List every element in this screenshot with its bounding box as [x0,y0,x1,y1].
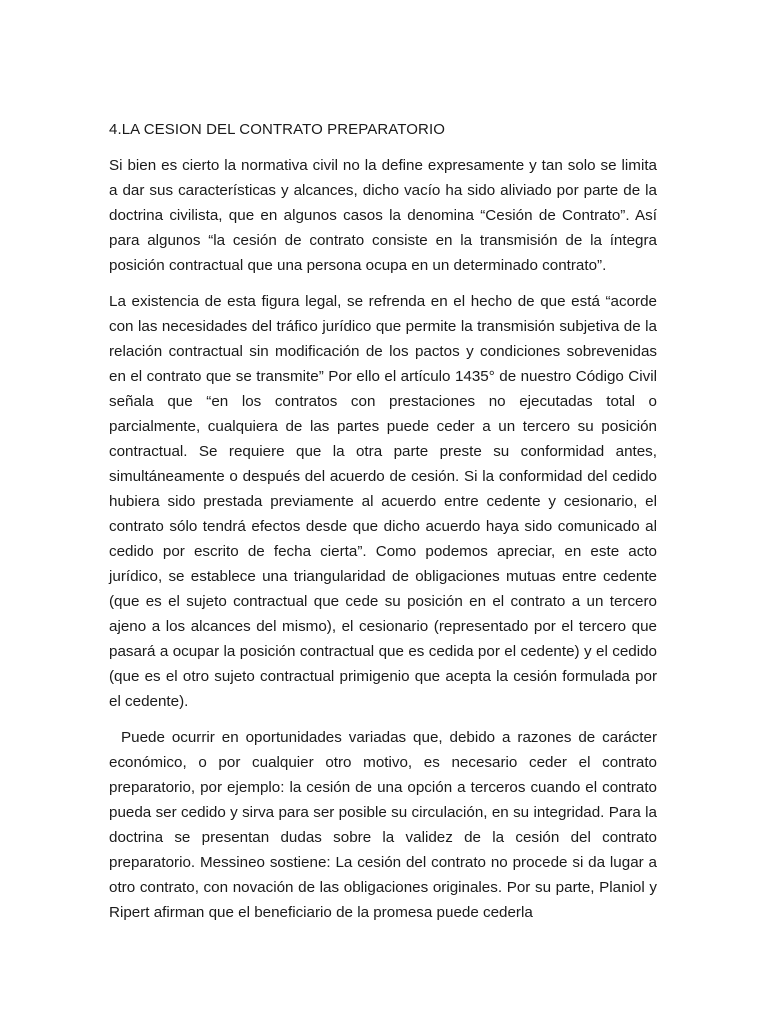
paragraph-2: La existencia de esta figura legal, se refrenda en el hecho de que está “acorde con las necesidades del tráfico jurídico que permite la transmisión subjetiva de la relación contractual sin modificación de los pactos y condiciones sobrevenidas en el contrato que se transmite” Por ello el artículo 1435° de nuestro Código Civil señala que “en los contratos con prestaciones no ejecutadas total o parcialmente, cualquiera de las partes puede ceder a un tercero su posición contractual. Se requiere que la otra parte preste su conformidad antes, simultáneamente o después del acuerdo de cesión. Si la conformidad del cedido hubiera sido prestada previamente al acuerdo entre cedente y cesionario, el contrato sólo tendrá efectos desde que dicho acuerdo haya sido comunicado al cedido por escrito de fecha cierta”. Como podemos apreciar, en este acto jurídico, se establece una triangularidad de obligaciones mutuas entre cedente (que es el sujeto contractual que cede su posición en el contrato a un tercero ajeno a los alcances del mismo), el cesionario (representado por el tercero que pasará a ocupar la posición contractual que es cedida por el cedente) y el cedido (que es el otro sujeto contractual primigenio que acepta la cesión formulada por el cedente). [109,293,657,710]
paragraph-1: Si bien es cierto la normativa civil no la define expresamente y tan solo se limita a dar sus características y alcances, dicho vacío ha sido aliviado por parte de la doctrina civilista, que en algunos casos la denomina “Cesión de Contrato”. Así para algunos “la cesión de contrato consiste en la transmisión de la íntegra posición contractual que una persona ocupa en un determinado contrato”. [109,157,657,274]
section-heading: 4.LA CESION DEL CONTRATO PREPARATORIO [109,121,445,138]
paragraph-3: Puede ocurrir en oportunidades variadas que, debido a razones de carácter económico, o por cualquier otro motivo, es necesario ceder el contrato preparatorio, por ejemplo: la cesión de una opción a terceros cuando el contrato pueda ser cedido y sirva para ser posible su circulación, en su integridad. Para la doctrina se presentan dudas sobre la validez de la cesión del contrato preparatorio. Messineo sostiene: La cesión del contrato no procede si da lugar a otro contrato, con novación de las obligaciones originales. Por su parte, Planiol y Ripert afirman que el beneficiario de la promesa puede cederla [109,729,657,921]
document-page [109,118,657,936]
